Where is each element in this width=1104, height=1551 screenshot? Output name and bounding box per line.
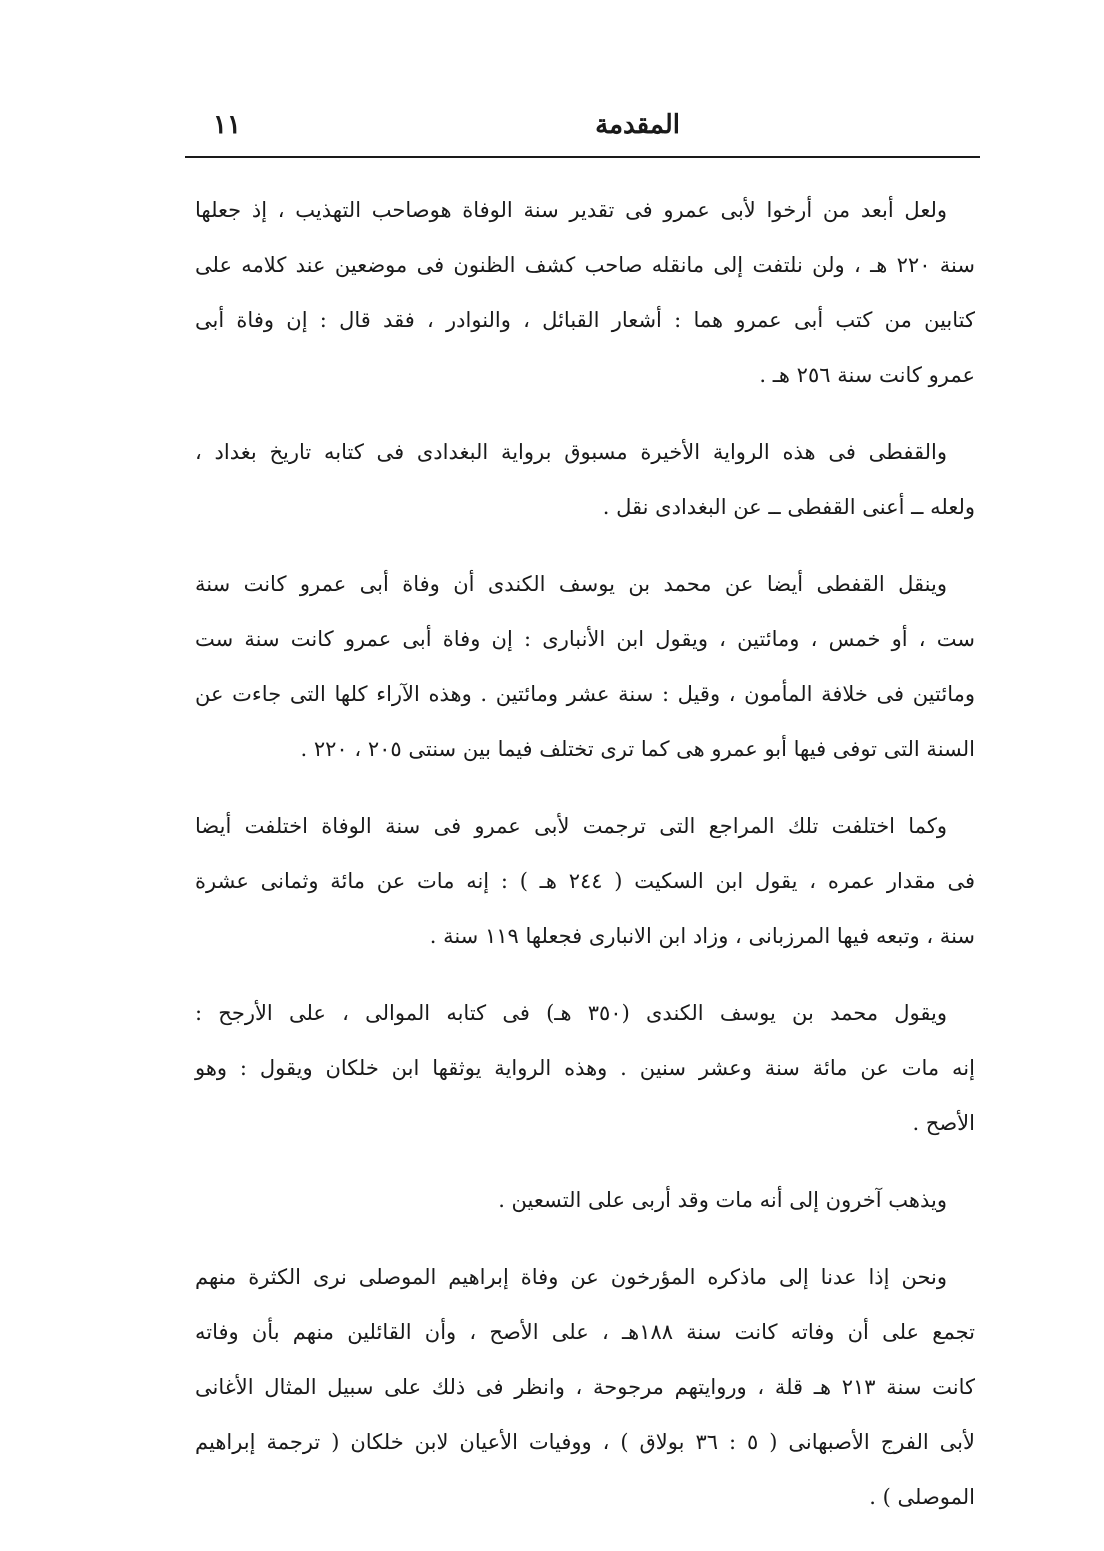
text-line: والقفطى فى هذه الرواية الأخيرة مسبوق برواية البغدادى فى كتابه تاريخ بغداد ،	[195, 440, 947, 464]
header-rule	[185, 156, 980, 158]
text-line: وينقل القفطى أيضا عن محمد بن يوسف الكندى أن وفاة أبى عمرو كانت سنة	[195, 572, 947, 596]
text-line: تجمع على أن وفاته كانت سنة ١٨٨هـ ، على الأصح ، وأن القائلين منهم بأن وفاته	[195, 1320, 976, 1344]
text-line: سنة ، وتبعه فيها المرزبانى ، وزاد ابن الانبارى فجعلها ١١٩ سنة .	[429, 924, 975, 948]
text-line: الأصح .	[912, 1111, 975, 1135]
paragraph-6	[195, 1173, 975, 1228]
text-line: كانت سنة ٢١٣ هـ قلة ، وروايتهم مرجوحة ، وانظر فى ذلك على سبيل المثال الأغانى	[195, 1375, 975, 1399]
page-number: ١١	[213, 110, 241, 140]
running-head	[185, 110, 980, 150]
text-line: سنة ٢٢٠ هـ ، ولن نلتفت إلى مانقله صاحب كشف الظنون فى موضعين عند كلامه على	[195, 253, 975, 277]
paragraph-2	[195, 425, 975, 535]
text-line: فى مقدار عمره ، يقول ابن السكيت ( ٢٤٤ هـ ) : إنه مات عن مائة وثمانى عشرة	[195, 869, 976, 893]
text-line: ويذهب آخرون إلى أنه مات وقد أربى على التسعين .	[498, 1188, 947, 1212]
body-text	[195, 183, 975, 1547]
paragraph-4	[195, 799, 975, 964]
text-line: كتابين من كتب أبى عمرو هما : أشعار القبائل ، والنوادر ، فقد قال : إن وفاة أبى	[195, 308, 975, 332]
chapter-title: المقدمة	[595, 110, 680, 140]
text-line: إنه مات عن مائة سنة وعشر سنين . وهذه الرواية يوثقها ابن خلكان ويقول : وهو	[195, 1056, 975, 1080]
paragraph-7	[195, 1250, 975, 1525]
text-line: ولعله ــ أعنى القفطى ــ عن البغدادى نقل .	[602, 495, 975, 519]
text-line: عمرو كانت سنة ٢٥٦ هـ .	[759, 363, 975, 387]
paragraph-5	[195, 986, 975, 1151]
paragraph-1	[195, 183, 975, 403]
text-line: لأبى الفرج الأصبهانى ( ٥ : ٣٦ بولاق ) ، ووفيات الأعيان لابن خلكان ( ترجمة إبراهيم	[195, 1430, 975, 1454]
text-line: الموصلى ) .	[869, 1485, 975, 1509]
text-line: السنة التى توفى فيها أبو عمرو هى كما ترى تختلف فيما بين سنتى ٢٠٥ ، ٢٢٠ .	[300, 737, 975, 761]
text-line: ولعل أبعد من أرخوا لأبى عمرو فى تقدير سنة الوفاة هوصاحب التهذيب ، إذ جعلها	[195, 198, 947, 222]
text-line: وكما اختلفت تلك المراجع التى ترجمت لأبى عمرو فى سنة الوفاة اختلفت أيضا	[195, 814, 947, 838]
text-line: ست ، أو خمس ، ومائتين ، ويقول ابن الأنبارى : إن وفاة أبى عمرو كانت سنة ست	[195, 627, 975, 651]
paragraph-3	[195, 557, 975, 777]
text-line: ومائتين فى خلافة المأمون ، وقيل : سنة عشر ومائتين . وهذه الآراء كلها التى جاءت عن	[195, 682, 975, 706]
text-line: ويقول محمد بن يوسف الكندى (٣٥٠ هـ) فى كتابه الموالى ، على الأرجح :	[195, 1001, 947, 1025]
text-line: ونحن إذا عدنا إلى ماذكره المؤرخون عن وفاة إبراهيم الموصلى نرى الكثرة منهم	[195, 1265, 947, 1289]
